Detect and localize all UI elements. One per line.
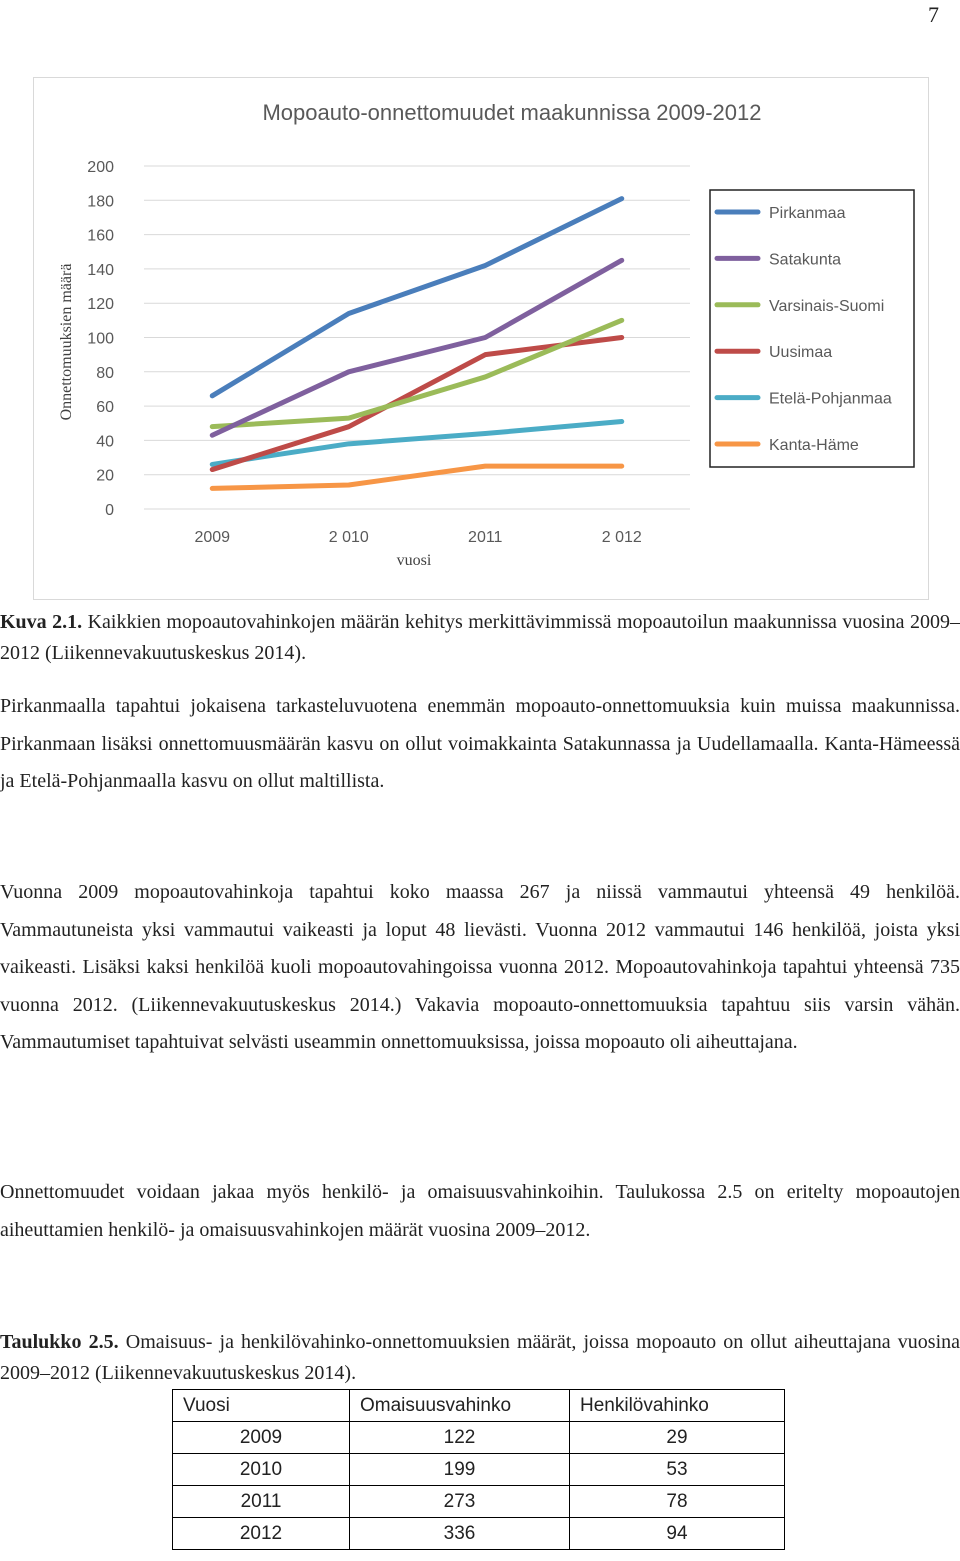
y-tick-label: 160 — [87, 227, 114, 245]
legend-label: Varsinais-Suomi — [769, 297, 885, 315]
x-axis-title: vuosi — [396, 552, 432, 569]
table-cell: 336 — [350, 1518, 570, 1550]
y-tick-label: 100 — [87, 330, 114, 348]
figure-caption — [0, 607, 960, 669]
table-row — [173, 1486, 785, 1518]
y-tick-label: 140 — [87, 261, 114, 279]
y-tick-label: 0 — [105, 502, 114, 519]
table-cell: 2009 — [173, 1422, 350, 1454]
series-line — [212, 320, 622, 426]
legend-label: Etelä-Pohjanmaa — [769, 390, 892, 408]
table-cell: 273 — [350, 1486, 570, 1518]
y-tick-label: 80 — [96, 364, 114, 382]
figure-caption-text: Kaikkien mopoautovahinkojen määrän kehitys merkittävimmissä mopoautoilun maakunnissa vuosina 2009–2012 (Liikennevakuutuskeskus 2014). — [0, 611, 960, 664]
y-tick-label: 40 — [96, 433, 114, 451]
paragraph-2: Vuonna 2009 mopoautovahinkoja tapahtui koko maassa 267 ja niissä vammautui yhteensä 49 henkilöä. Vammautuneista yksi vammautui vaikeasti ja loput 48 lievästi. Vuonna 2012 vammautui 146 henkilöä, joista yksi vaikeasti. Lisäksi kaksi henkilöä kuoli mopoautovahingoissa vuonna 2012. Mopoautovahinkoja tapahtui yhteensä 735 vuonna 2012. (Liikennevakuutuskeskus 2014.) Vakavia mopoauto-onnettomuuksia tapahtuu siis varsin vähän. Vammautumiset tapahtuivat selvästi useammin onnettomuuksissa, joissa mopoauto oli aiheuttajana. — [0, 881, 960, 1053]
x-tick-label: 2 010 — [328, 529, 369, 546]
y-tick-label: 200 — [87, 159, 114, 176]
legend-label: Pirkanmaa — [769, 205, 846, 222]
page-number: 7 — [928, 2, 939, 27]
table-cell: 199 — [350, 1454, 570, 1486]
accident-table — [172, 1389, 785, 1550]
legend-label: Kanta-Häme — [769, 437, 859, 454]
table-header-cell: Omaisuusvahinko — [350, 1390, 570, 1422]
table-header-row — [173, 1390, 785, 1422]
paragraph-3: Onnettomuudet voidaan jakaa myös henkilö- ja omaisuusvahinkoihin. Taulukossa 2.5 on eritelty mopoautojen aiheuttamien henkilö- ja omaisuusvahinkojen määrät vuosina 2009–2012. — [0, 1181, 960, 1241]
table-cell: 2011 — [173, 1486, 350, 1518]
chart-legend — [710, 190, 914, 467]
y-tick-label: 180 — [87, 193, 114, 211]
table-header-cell: Henkilövahinko — [570, 1390, 785, 1422]
table-row — [173, 1422, 785, 1454]
table-cell: 53 — [570, 1454, 785, 1486]
legend-label: Uusimaa — [769, 344, 833, 362]
line-chart — [34, 78, 930, 601]
x-tick-label: 2011 — [468, 529, 503, 546]
table-cell: 29 — [570, 1422, 785, 1454]
table-cell: 78 — [570, 1486, 785, 1518]
table-cell: 94 — [570, 1518, 785, 1550]
y-tick-label: 60 — [96, 399, 114, 417]
x-tick-label: 2 012 — [601, 529, 642, 546]
table-caption-text: Omaisuus- ja henkilövahinko-onnettomuuksien määrät, joissa mopoauto on ollut aiheuttajana vuosina 2009–2012 (Liikennevakuutuskeskus 2014). — [0, 1331, 960, 1384]
table-caption — [0, 1327, 960, 1389]
chart-container — [33, 77, 929, 600]
paragraph-1: Pirkanmaalla tapahtui jokaisena tarkasteluvuotena enemmän mopoauto-onnettomuuksia kuin muissa maakunnissa. Pirkanmaan lisäksi onnettomuusmäärän kasvu on ollut voimakkainta Satakunnassa ja Uudellamaalla. Kanta-Hämeessä ja Etelä-Pohjanmaalla kasvu on ollut maltillista. — [0, 695, 960, 792]
table-row — [173, 1518, 785, 1550]
y-tick-label: 120 — [87, 296, 114, 314]
table-header-cell: Vuosi — [173, 1390, 350, 1422]
table-cell: 2012 — [173, 1518, 350, 1550]
x-tick-label: 2009 — [194, 529, 231, 546]
legend-label: Satakunta — [769, 251, 842, 269]
table-row — [173, 1454, 785, 1486]
y-axis-title: Onnettomuuksien määrä — [58, 263, 75, 421]
y-tick-label: 20 — [96, 467, 114, 485]
table-cell: 122 — [350, 1422, 570, 1454]
table-caption-label: Taulukko 2.5. — [0, 1331, 119, 1353]
series-line — [212, 466, 622, 488]
series-line — [212, 422, 622, 465]
chart-title: Mopoauto-onnettomuudet maakunnissa 2009-2012 — [262, 100, 762, 125]
figure-caption-label: Kuva 2.1. — [0, 611, 83, 633]
table-cell: 2010 — [173, 1454, 350, 1486]
